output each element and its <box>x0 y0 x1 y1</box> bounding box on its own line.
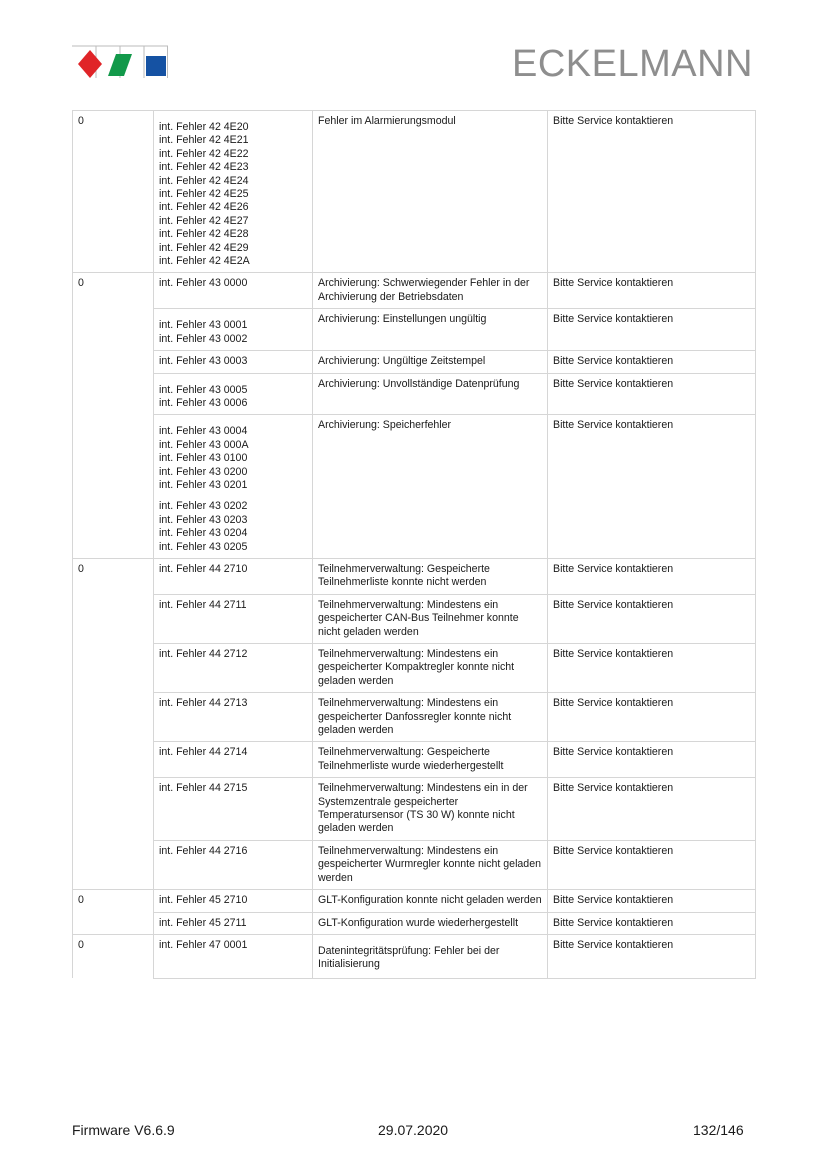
error-code: int. Fehler 43 0000 <box>159 277 248 290</box>
table-row <box>73 273 756 309</box>
error-action: Bitte Service kontaktieren <box>548 644 756 693</box>
error-group-number <box>73 351 154 373</box>
error-description: Teilnehmerverwaltung: Gespeicherte Teilnehmerliste konnte nicht werden <box>313 558 548 594</box>
error-action: Bitte Service kontaktieren <box>548 742 756 778</box>
error-code: int. Fehler 42 4E2A <box>159 255 250 268</box>
error-description: GLT-Konfiguration wurde wiederhergestellt <box>313 912 548 934</box>
error-code: int. Fehler 43 0006 <box>159 396 248 409</box>
table-row <box>73 934 756 978</box>
error-code: int. Fehler 43 0201 <box>159 478 248 491</box>
table-row <box>73 778 756 841</box>
error-group-number: 0 <box>73 111 154 273</box>
error-action: Bitte Service kontaktieren <box>548 693 756 742</box>
table-row <box>73 890 756 912</box>
error-code: int. Fehler 43 0100 <box>159 452 248 465</box>
error-action: Bitte Service kontaktieren <box>548 934 756 978</box>
error-action: Bitte Service kontaktieren <box>548 778 756 841</box>
footer-date: 29.07.2020 <box>378 1122 449 1138</box>
error-code: int. Fehler 47 0001 <box>159 938 248 951</box>
error-action: Bitte Service kontaktieren <box>548 558 756 594</box>
error-codes <box>154 840 313 889</box>
error-action: Bitte Service kontaktieren <box>548 912 756 934</box>
error-code: int. Fehler 45 2711 <box>159 916 247 929</box>
error-group-number: 0 <box>73 558 154 594</box>
eckelmann-logo <box>72 44 168 80</box>
error-group-number: 0 <box>73 273 154 309</box>
error-description: Fehler im Alarmierungsmodul <box>313 111 548 273</box>
error-code: int. Fehler 43 0204 <box>159 527 248 540</box>
error-codes <box>154 111 313 273</box>
error-description: Teilnehmerverwaltung: Mindestens ein gespeicherter Wurmregler konnte nicht geladen werden <box>313 840 548 889</box>
error-group-number <box>73 415 154 559</box>
error-group-number <box>73 644 154 693</box>
error-action: Bitte Service kontaktieren <box>548 890 756 912</box>
error-code: int. Fehler 43 0003 <box>159 355 248 368</box>
table-row <box>73 912 756 934</box>
error-code: int. Fehler 44 2713 <box>159 697 248 710</box>
error-action: Bitte Service kontaktieren <box>548 415 756 559</box>
error-table <box>72 110 756 979</box>
error-description: Teilnehmerverwaltung: Mindestens ein in der Systemzentrale gespeicherter Temperatursensor (TS 30 W) konnte nicht geladen werden <box>313 778 548 841</box>
error-code: int. Fehler 43 0004 <box>159 425 248 438</box>
error-action: Bitte Service kontaktieren <box>548 111 756 273</box>
error-code: int. Fehler 42 4E26 <box>159 201 249 214</box>
error-group-number <box>73 912 154 934</box>
error-description: GLT-Konfiguration konnte nicht geladen werden <box>313 890 548 912</box>
error-group-number: 0 <box>73 934 154 978</box>
error-codes <box>154 644 313 693</box>
error-code: int. Fehler 42 4E25 <box>159 188 249 201</box>
table-row <box>73 693 756 742</box>
error-description: Teilnehmerverwaltung: Mindestens ein gespeicherter CAN-Bus Teilnehmer konnte nicht geladen werden <box>313 594 548 643</box>
error-code: int. Fehler 43 0205 <box>159 540 248 553</box>
error-code: int. Fehler 44 2710 <box>159 562 248 575</box>
error-codes <box>154 273 313 309</box>
error-code: int. Fehler 42 4E24 <box>159 174 249 187</box>
error-code: int. Fehler 42 4E21 <box>159 134 249 147</box>
error-code: int. Fehler 45 2710 <box>159 894 248 907</box>
error-code: int. Fehler 42 4E29 <box>159 241 249 254</box>
error-code: int. Fehler 43 000A <box>159 438 249 451</box>
error-codes <box>154 778 313 841</box>
table-row <box>73 840 756 889</box>
error-code: int. Fehler 44 2711 <box>159 598 247 611</box>
error-action: Bitte Service kontaktieren <box>548 840 756 889</box>
error-codes <box>154 693 313 742</box>
error-code: int. Fehler 44 2714 <box>159 746 248 759</box>
error-codes <box>154 351 313 373</box>
error-group-number <box>73 840 154 889</box>
error-code: int. Fehler 44 2712 <box>159 648 248 660</box>
error-description: Archivierung: Ungültige Zeitstempel <box>313 351 548 373</box>
error-description: Datenintegritätsprüfung: Fehler bei der Initialisierung <box>313 934 548 978</box>
footer-firmware: Firmware V6.6.9 <box>72 1122 175 1138</box>
error-group-number <box>73 309 154 351</box>
table-row <box>73 644 756 693</box>
error-group-number <box>73 742 154 778</box>
error-group-number <box>73 778 154 841</box>
logo-red-diamond <box>78 50 102 78</box>
error-group-number: 0 <box>73 890 154 912</box>
error-description: Archivierung: Schwerwiegender Fehler in der Archivierung der Betriebsdaten <box>313 273 548 309</box>
error-code: int. Fehler 44 2716 <box>159 844 248 857</box>
error-codes <box>154 309 313 351</box>
error-code: int. Fehler 42 4E20 <box>159 121 249 133</box>
error-codes <box>154 742 313 778</box>
error-description: Teilnehmerverwaltung: Mindestens ein gespeicherter Danfossregler konnte nicht geladen werden <box>313 693 548 742</box>
error-action: Bitte Service kontaktieren <box>548 351 756 373</box>
table-row <box>73 415 756 559</box>
table-row <box>73 373 756 415</box>
error-codes <box>154 594 313 643</box>
error-action: Bitte Service kontaktieren <box>548 373 756 415</box>
error-group-number <box>73 594 154 643</box>
error-code: int. Fehler 42 4E27 <box>159 214 249 227</box>
error-code: int. Fehler 43 0005 <box>159 383 248 396</box>
error-action: Bitte Service kontaktieren <box>548 309 756 351</box>
logo-green-parallelogram <box>108 54 132 76</box>
error-description: Archivierung: Speicherfehler <box>313 415 548 559</box>
brand-name: ECKELMANN <box>512 43 753 85</box>
error-code: int. Fehler 43 0203 <box>159 513 248 526</box>
logo-blue-square <box>146 56 166 76</box>
error-codes <box>154 934 313 978</box>
error-description: Teilnehmerverwaltung: Mindestens ein gespeicherter Kompaktregler konnte nicht geladen werden <box>313 644 548 693</box>
error-codes <box>154 890 313 912</box>
error-codes <box>154 912 313 934</box>
table-row <box>73 742 756 778</box>
error-code: int. Fehler 43 0002 <box>159 332 248 345</box>
error-code: int. Fehler 43 0001 <box>159 319 248 332</box>
error-code: int. Fehler 43 0200 <box>159 465 248 478</box>
footer-page-number: 132/146 <box>693 1122 744 1138</box>
error-code: int. Fehler 42 4E28 <box>159 228 249 241</box>
error-description: Teilnehmerverwaltung: Gespeicherte Teilnehmerliste wurde wiederhergestellt <box>313 742 548 778</box>
table-row <box>73 309 756 351</box>
error-code: int. Fehler 42 4E22 <box>159 147 249 160</box>
error-codes <box>154 558 313 594</box>
error-action: Bitte Service kontaktieren <box>548 594 756 643</box>
error-codes <box>154 373 313 415</box>
error-code: int. Fehler 43 0202 <box>159 500 248 513</box>
error-code: int. Fehler 44 2715 <box>159 782 248 795</box>
table-row <box>73 558 756 594</box>
error-description: Archivierung: Einstellungen ungültig <box>313 309 548 351</box>
table-row <box>73 351 756 373</box>
error-group-number <box>73 693 154 742</box>
error-action: Bitte Service kontaktieren <box>548 273 756 309</box>
table-row <box>73 594 756 643</box>
error-code: int. Fehler 42 4E23 <box>159 161 249 174</box>
error-group-number <box>73 373 154 415</box>
error-description: Archivierung: Unvollständige Datenprüfung <box>313 373 548 415</box>
error-codes <box>154 415 313 559</box>
table-row <box>73 111 756 273</box>
